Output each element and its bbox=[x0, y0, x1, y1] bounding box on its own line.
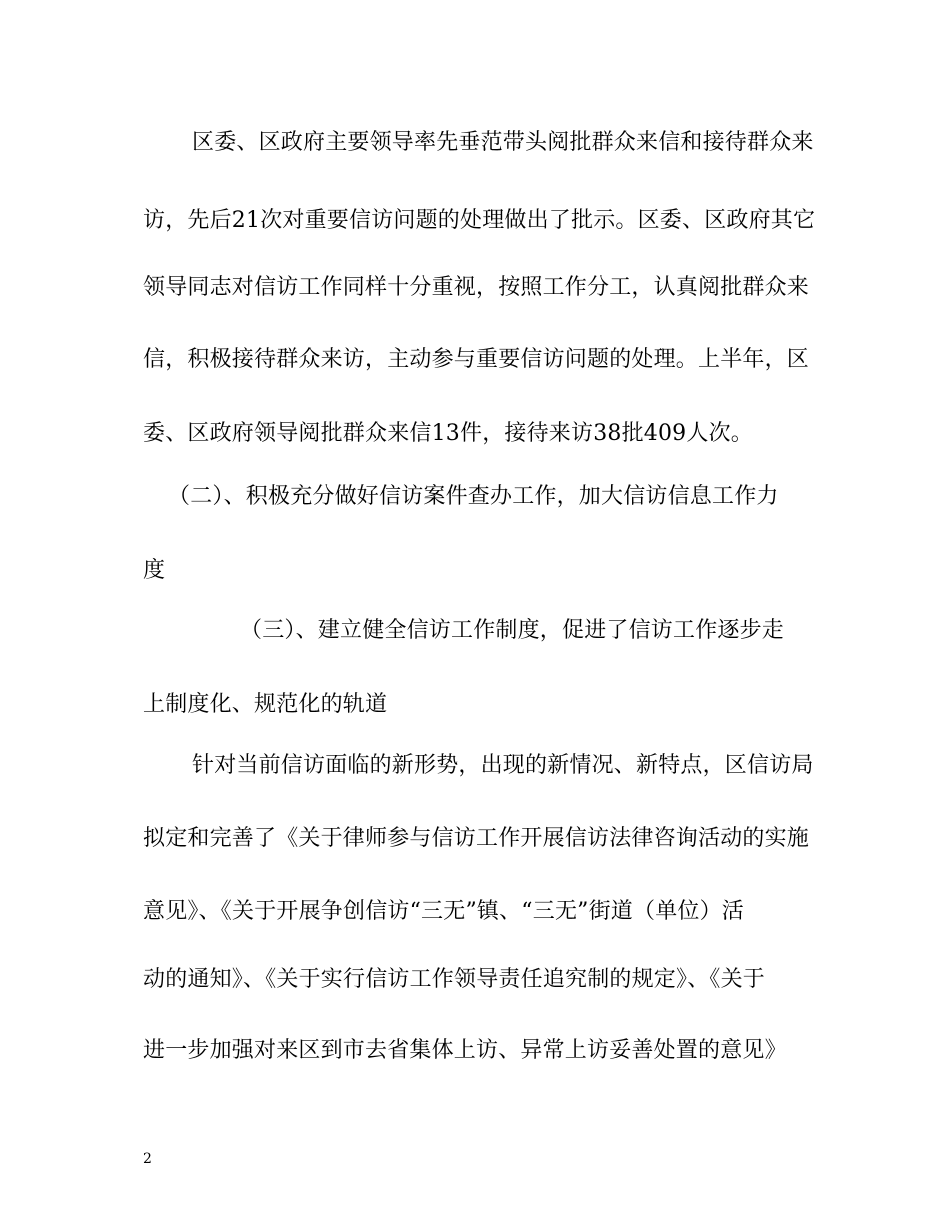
body-text-line: 拟定和完善了《关于律师参与信访工作开展信访法律咨询活动的实施 bbox=[143, 826, 810, 851]
body-text-line: 动的通知》、《关于实行信访工作领导责任追究制的规定》、《关于 bbox=[143, 967, 766, 992]
section-heading-3-cont: 上制度化、规范化的轨道 bbox=[143, 692, 388, 717]
body-text-line: 访，先后21次对重要信访问题的处理做出了批示。区委、区政府其它 bbox=[143, 208, 816, 233]
section-heading-2-cont: 度 bbox=[143, 558, 166, 583]
page-number: 2 bbox=[143, 1151, 152, 1167]
section-heading-3: （三）、建立健全信访工作制度，促进了信访工作逐步走 bbox=[240, 618, 785, 643]
body-text-line: 领导同志对信访工作同样十分重视，按照工作分工，认真阅批群众来 bbox=[143, 275, 810, 300]
body-text-line: 委、区政府领导阅批群众来信13件，接待来访38批409人次。 bbox=[143, 421, 753, 446]
body-text-line: 信，积极接待群众来访，主动参与重要信访问题的处理。上半年，区 bbox=[143, 347, 810, 372]
section-heading-2: （二）、积极充分做好信访案件查办工作，加大信访信息工作力 bbox=[168, 484, 779, 509]
body-text-line: 意见》、《关于开展争创信访“三无”镇、“三无”街道（单位）活 bbox=[143, 899, 744, 924]
body-text-line: 进一步加强对来区到市去省集体上访、异常上访妥善处置的意见》 bbox=[143, 1038, 787, 1063]
body-text-line: 区委、区政府主要领导率先垂范带头阅批群众来信和接待群众来 bbox=[192, 130, 814, 155]
body-text-line: 针对当前信访面临的新形势，出现的新情况、新特点，区信访局 bbox=[192, 753, 814, 778]
